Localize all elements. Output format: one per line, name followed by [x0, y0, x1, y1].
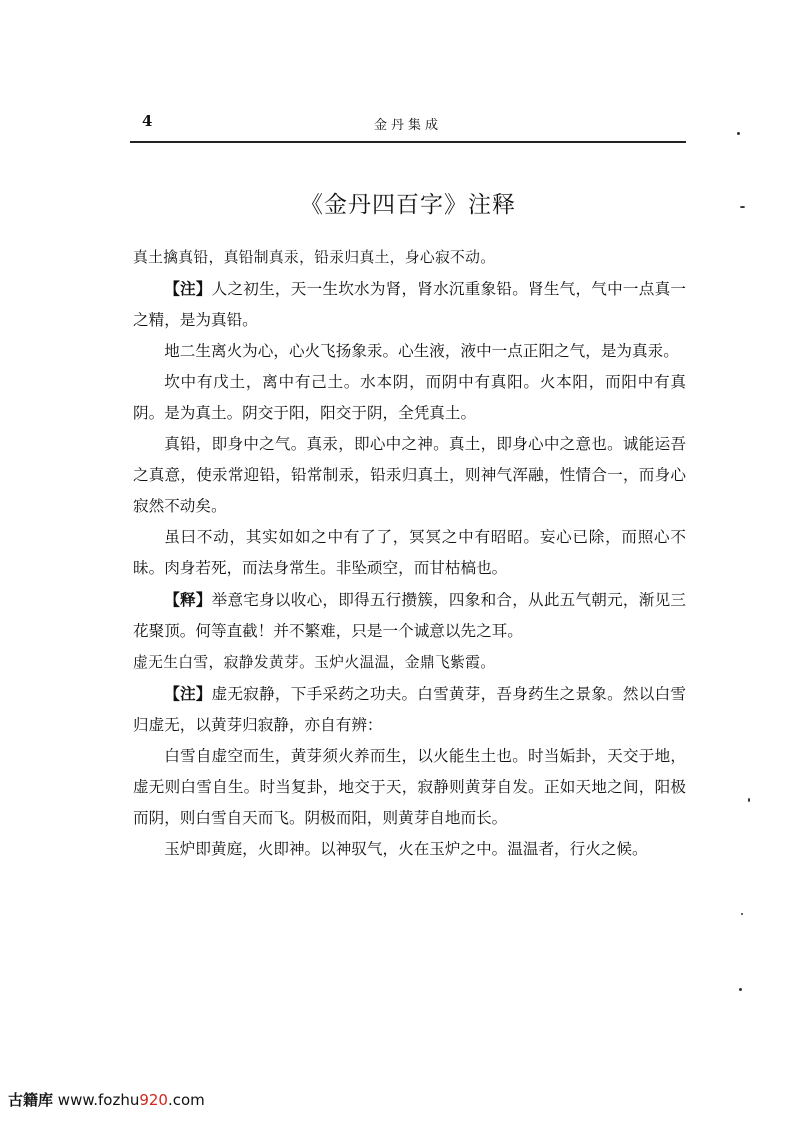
scan-speck [740, 206, 745, 208]
page-header [130, 112, 686, 136]
watermark-label: 古籍库 [8, 1091, 54, 1109]
page-number: 4 [142, 112, 153, 130]
paragraph-text: 人之初生，天一生坎水为肾，肾水沉重象铅。肾生气，气中一点真一之精，是为真铅。 [133, 280, 686, 329]
verse-2 [133, 647, 686, 678]
paragraph-text: 白雪自虚空而生，黄芽须火养而生，以火能生土也。时当姤卦，天交于地，虚无则白雪自生。时当复卦，地交于天，寂静则黄芽自发。正如天地之间，阳极而阴，则白雪自天而飞。阴极而阳，则黄芽自地而长。 [133, 747, 686, 827]
scan-speck [741, 913, 743, 915]
note-tag: 【注】 [164, 684, 212, 703]
header-rule [130, 141, 686, 143]
paragraph-text: 坎中有戊土，离中有己土。水本阴，而阴中有真阳。火本阳，而阳中有真阴。是为真土。阴交于阳，阳交于阴，全凭真土。 [133, 373, 686, 422]
note-paragraph-2 [133, 678, 686, 741]
note-paragraph-1 [133, 273, 686, 336]
paragraph-text: 真铅，即身中之气。真汞，即心中之神。真土，即身心中之意也。诚能运吾之真意，使汞常迎铅，铅常制汞，铅汞归真土，则神气浑融，性情合一，而身心寂然不动矣。 [133, 435, 686, 515]
paragraph-4 [133, 429, 686, 522]
paragraph-5 [133, 522, 686, 584]
explanation-paragraph [133, 584, 686, 647]
watermark-domain: .com [167, 1091, 205, 1109]
verse-text: 真土擒真铅，真铅制真汞，铅汞归真土，身心寂不动。 [133, 249, 496, 266]
body-text [133, 242, 686, 865]
paragraph-text: 虽曰不动，其实如如之中有了了，冥冥之中有昭昭。妄心已除，而照心不昧。肉身若死，而法身常生。非坠顽空，而甘枯槁也。 [133, 528, 686, 577]
paragraph-text: 虚无寂静，下手采药之功夫。白雪黄芽，吾身药生之景象。然以白雪归虚无，以黄芽归寂静，亦自有辨： [133, 685, 686, 734]
scan-speck [748, 798, 750, 802]
scan-speck [739, 988, 742, 991]
chapter-title: 《金丹四百字》注释 [300, 192, 516, 218]
verse-text: 虚无生白雪，寂静发黄芽。玉炉火温温，金鼎飞紫霞。 [133, 654, 496, 671]
explanation-tag: 【释】 [164, 590, 212, 609]
scan-speck [737, 132, 740, 135]
watermark-number: 920 [139, 1091, 168, 1109]
paragraph-10 [133, 834, 686, 865]
running-title: 金丹集成 [373, 118, 442, 133]
note-tag: 【注】 [164, 279, 212, 298]
verse-1 [133, 242, 686, 273]
paragraph-3 [133, 367, 686, 429]
paragraph-2 [133, 336, 686, 367]
watermark-footer [8, 1089, 205, 1110]
paragraph-text: 玉炉即黄庭，火即神。以神驭气，火在玉炉之中。温温者，行火之候。 [164, 840, 648, 858]
paragraph-9 [133, 741, 686, 834]
paragraph-text: 地二生离火为心，心火飞扬象汞。心生液，液中一点正阳之气，是为真汞。 [164, 342, 679, 360]
watermark-site: www.fozhu [57, 1091, 140, 1109]
paragraph-text: 举意宅身以收心，即得五行攒簇，四象和合，从此五气朝元，渐见三花聚顶。何等直截！并不繁难，只是一个诚意以先之耳。 [133, 591, 686, 640]
